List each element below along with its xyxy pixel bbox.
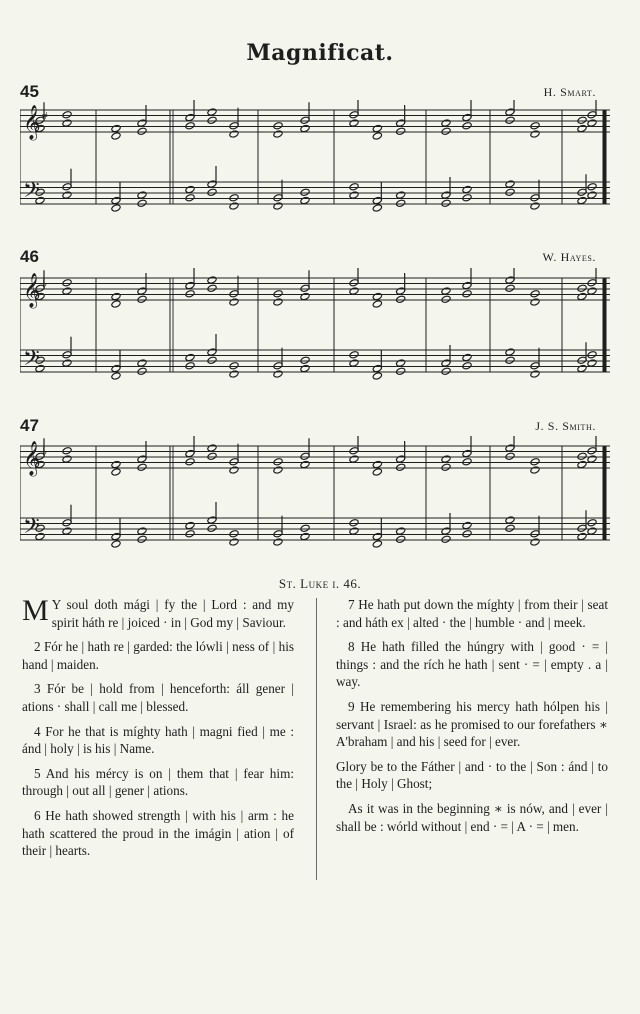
verse-1: [22, 596, 294, 631]
scripture-reference: St. Luke i. 46.: [278, 576, 362, 591]
verse-5: 5 And his mércy is on | them that | fear him: through | out all | gener | ations.: [22, 765, 294, 799]
chant-number: 47: [20, 416, 39, 435]
composer: W. Hayes.: [542, 250, 596, 264]
verse-4: 4 For he that is míghty hath | magni fied | me : ánd | holy | is his | Name.: [22, 723, 294, 757]
page-title: Magnificat.: [246, 40, 394, 66]
grand-staff: [20, 268, 612, 388]
svg-text:𝄢: 𝄢: [23, 514, 40, 544]
composer: H. Smart.: [543, 85, 596, 99]
svg-text:♭: ♭: [42, 278, 48, 290]
grand-staff: [20, 436, 612, 556]
verse-6: 6 He hath showed strength | with his | arm : he hath scattered the proud in the imágin | ation | of their | hearts.: [22, 807, 294, 859]
verse-8: 8 He hath filled the húngry with | good · = | things : and the rích he hath | sent · = | empty . a | way.: [336, 639, 608, 690]
verse-7: 7 He hath put down the míghty | from their | seat : and háth ex | alted · the | humble · and | meek.: [336, 597, 608, 630]
verse-3: 3 Fór be | hold from | henceforth: áll gener | ations · shall | call me | blessed.: [22, 681, 294, 714]
grand-staff: [20, 100, 612, 220]
drop-cap: M: [22, 594, 49, 627]
svg-text:𝄢: 𝄢: [23, 346, 40, 376]
music-system: [20, 268, 612, 388]
composer: J. S. Smith.: [535, 419, 596, 433]
verses-left-column: [22, 596, 294, 867]
svg-text:𝄞: 𝄞: [23, 105, 41, 140]
chant-number: 45: [20, 82, 39, 101]
music-system: [20, 100, 612, 220]
chant-number: 46: [20, 247, 39, 266]
verses-right-column: [336, 596, 608, 842]
column-divider: [316, 598, 317, 880]
svg-text:#: #: [42, 110, 48, 122]
music-system: [20, 436, 612, 556]
verse-2: 2 Fór he | hath re | garded: the lówli | ness of | his hand | maiden.: [22, 639, 294, 672]
svg-text:𝄞: 𝄞: [23, 441, 41, 476]
svg-text:♭: ♭: [42, 446, 48, 458]
gloria-1: Glory be to the Fáther | and · to the | Son : ánd | to the | Holy | Ghost;: [336, 758, 608, 792]
verse-9: 9 He remembering his mercy hath hólpen his | servant | Israel: as he promised to our forefathers ∗ A'braham | and his | seed for | ever.: [336, 698, 608, 750]
svg-text:𝄢: 𝄢: [23, 178, 40, 208]
svg-text:𝄞: 𝄞: [23, 273, 41, 308]
gloria-2: As it was in the beginning ∗ is nów, and | ever | shall be : wórld without | end · = | A · = | men.: [336, 800, 608, 834]
verse-text: Y soul doth mági | fy the | Lord : and my spirit háth re | joiced · in | God my | Saviour.: [51, 597, 294, 630]
